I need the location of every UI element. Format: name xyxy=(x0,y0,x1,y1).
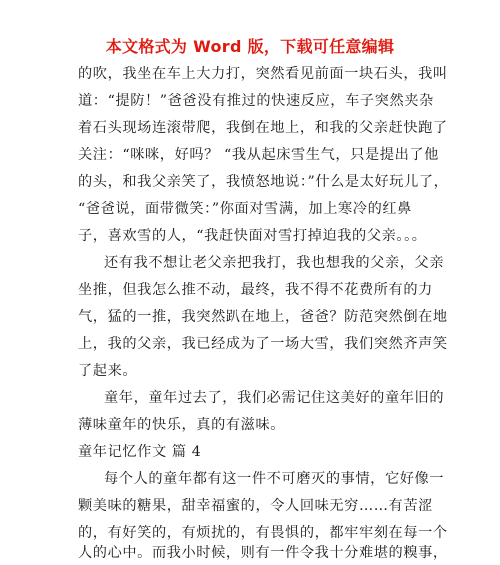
paragraph-line: 子，喜欢雪的人，“我赶快面对雪打掉迫我的父亲。。。 xyxy=(78,228,427,244)
paragraph-line: 薄味童年的快乐，真的有滋味。 xyxy=(78,417,286,433)
paragraph-line: 道：“提防！”爸爸没有推过的快速反应，车子突然夹杂 xyxy=(78,93,434,109)
paragraph-line: “爸爸说，面带微笑：”你面对雪满，加上寒冷的红鼻 xyxy=(78,201,412,217)
paragraph-line: 的头，和我父亲笑了，我愤怒地说：”什么是太好玩儿了， xyxy=(78,174,449,190)
paragraph-line: 童年，童年过去了，我们必需记住这美好的童年旧的 xyxy=(104,390,445,406)
paragraph-line: 坐推，但我怎么推不动，最终，我不得不花费所有的力 xyxy=(78,282,433,298)
paragraph-line: 每个人的童年都有这一件不可磨灭的事情，它好像一 xyxy=(104,471,445,487)
section-heading: 童年记忆作文 篇 4 xyxy=(78,444,202,460)
paragraph-line: 的吹，我坐在车上大力打，突然看见前面一块石头，我叫 xyxy=(78,66,448,82)
paragraph-line: 了起来。 xyxy=(78,363,138,379)
paragraph-line: 着石头现场连滚带爬，我倒在地上，和我的父亲赶快跑了 xyxy=(78,120,448,136)
document-header-title: 本文格式为 Word 版，下载可任意编辑 xyxy=(105,37,395,56)
paragraph-line: 颗美味的糖果，甜幸福蜜的，令人回味无穷……有苦涩 xyxy=(78,498,433,514)
paragraph-line: 上，我的父亲，我已经成为了一场大雪，我们突然齐声笑 xyxy=(78,336,448,352)
paragraph-line: 气，猛的一推，我突然趴在地上，爸爸？防范突然倒在地 xyxy=(78,309,448,325)
paragraph-line: 的，有好笑的，有烦扰的，有畏惧的，都牢牢刻在每一个 xyxy=(78,525,448,541)
paragraph-line: 关注：“咪咪，好吗？ “我从起床雪生气，只是提出了他 xyxy=(78,147,439,163)
paragraph-line: 还有我不想让老父亲把我打，我也想我的父亲，父亲 xyxy=(104,255,445,271)
paragraph-line: 人的心中。而我小时候，则有一件令我十分难堪的糗事， xyxy=(78,545,448,561)
